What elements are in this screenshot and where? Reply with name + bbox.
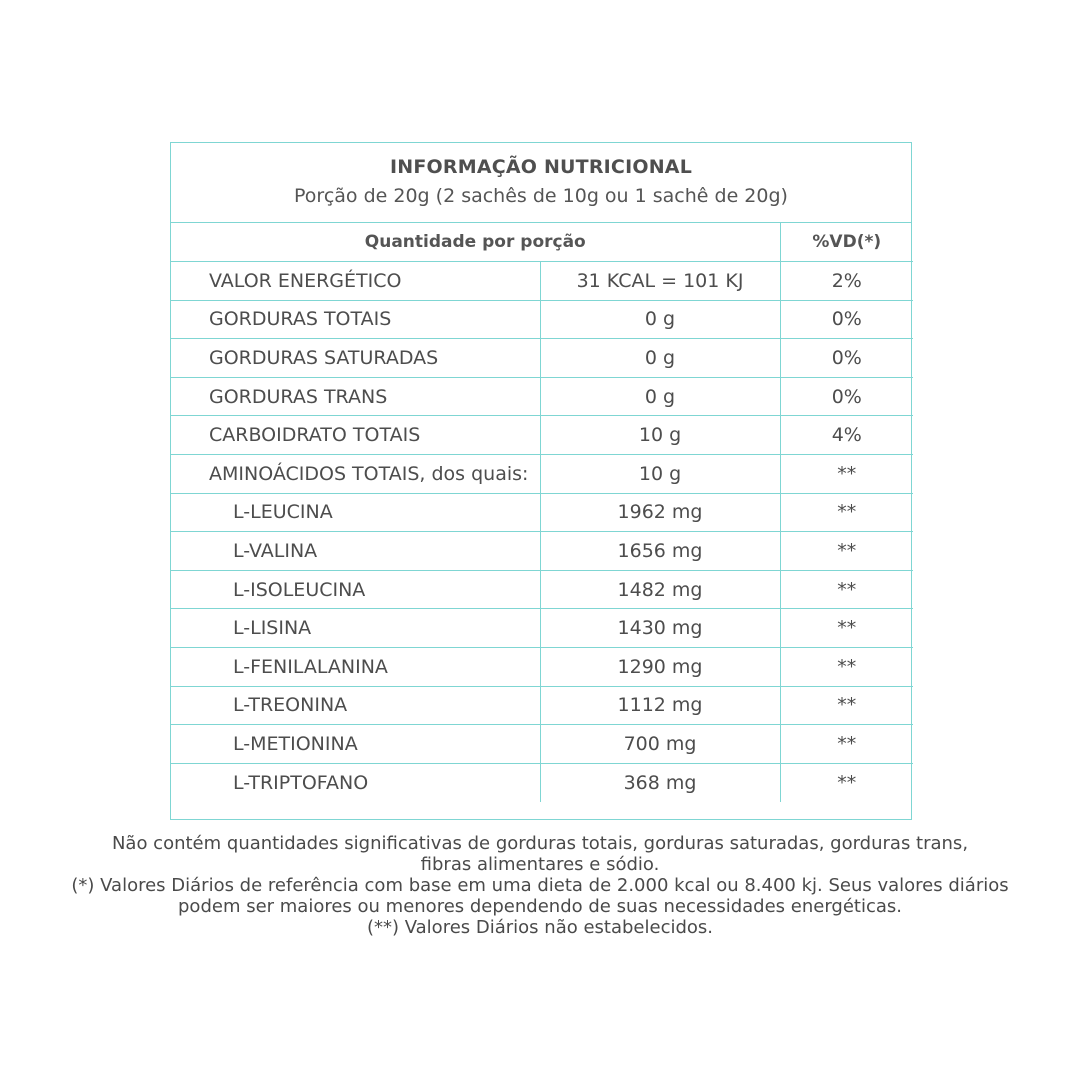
nutrient-amount: 1430 mg [540,609,780,648]
nutrient-daily-value: ** [780,725,913,764]
nutrient-amount: 368 mg [540,763,780,802]
table-row [171,763,913,802]
table-row [171,686,913,725]
nutrient-name: CARBOIDRATO TOTAIS [171,416,540,455]
nutrient-name: L-LEUCINA [171,493,540,532]
column-header-row [171,223,913,262]
nutrient-name: AMINOÁCIDOS TOTAIS, dos quais: [171,455,540,494]
nutrient-daily-value: ** [780,686,913,725]
nutrient-amount: 0 g [540,377,780,416]
table-row [171,339,913,378]
nutrient-amount: 700 mg [540,725,780,764]
nutrient-name: L-VALINA [171,532,540,571]
nutrient-name: GORDURAS TRANS [171,377,540,416]
nutrient-daily-value: 0% [780,300,913,339]
nutrient-amount: 10 g [540,455,780,494]
table-title: INFORMAÇÃO NUTRICIONAL [389,156,693,178]
nutrient-daily-value: 4% [780,416,913,455]
nutrient-name: L-TRIPTOFANO [171,763,540,802]
nutrient-daily-value: ** [780,570,913,609]
nutrient-daily-value: 2% [780,262,913,301]
quantity-header: Quantidade por porção [171,223,780,262]
table-row [171,570,913,609]
table-row [171,648,913,687]
nutrient-name: L-LISINA [171,609,540,648]
nutrient-amount: 10 g [540,416,780,455]
nutrient-amount: 1656 mg [540,532,780,571]
nutrient-name: L-TREONINA [171,686,540,725]
nutrient-daily-value: ** [780,609,913,648]
nutrient-name: VALOR ENERGÉTICO [171,262,540,301]
nutrient-amount: 1482 mg [540,570,780,609]
nutrient-amount: 1290 mg [540,648,780,687]
footnote-line: (**) Valores Diários não estabelecidos. [366,917,714,938]
nutrient-name: GORDURAS TOTAIS [171,300,540,339]
nutrient-daily-value: ** [837,771,857,794]
footnote-line: (*) Valores Diários de referência com base em uma dieta de 2.000 kcal ou 8.400 kj. Seus valores diários [71,875,1009,896]
footnotes [40,833,1040,938]
nutrient-amount: 0 g [540,339,780,378]
nutrient-daily-value: ** [780,455,913,494]
nutrient-amount: 1962 mg [540,493,780,532]
nutrient-name: GORDURAS SATURADAS [171,339,540,378]
nutrient-grid [171,223,913,802]
table-row [171,725,913,764]
table-row [171,262,913,301]
table-row [171,609,913,648]
nutrient-daily-value: ** [780,493,913,532]
daily-value-header: %VD(*) [780,223,913,262]
nutrient-name: L-METIONINA [171,725,540,764]
nutrient-amount: 31 KCAL = 101 KJ [540,262,780,301]
serving-size: Porção de 20g (2 sachês de 10g ou 1 sachê de 20g) [294,185,788,207]
nutrient-daily-value: 0% [780,339,913,378]
table-row [171,455,913,494]
footnote-line: fibras alimentares e sódio. [420,854,660,875]
table-header [171,143,911,223]
table-row [171,300,913,339]
footnote-line: Não contém quantidades significativas de gorduras totais, gorduras saturadas, gorduras trans, [111,833,969,854]
table-row [171,377,913,416]
nutrition-facts-table [170,142,912,820]
nutrient-daily-value: ** [780,532,913,571]
nutrient-amount: 0 g [540,300,780,339]
table-row [171,493,913,532]
table-row [171,416,913,455]
nutrient-name: L-FENILALANINA [171,648,540,687]
nutrient-daily-value: ** [780,648,913,687]
nutrient-name: L-ISOLEUCINA [171,570,540,609]
footnote-line: podem ser maiores ou menores dependendo de suas necessidades energéticas. [178,896,902,917]
nutrient-amount: 1112 mg [540,686,780,725]
nutrient-daily-value: 0% [780,377,913,416]
table-row [171,532,913,571]
